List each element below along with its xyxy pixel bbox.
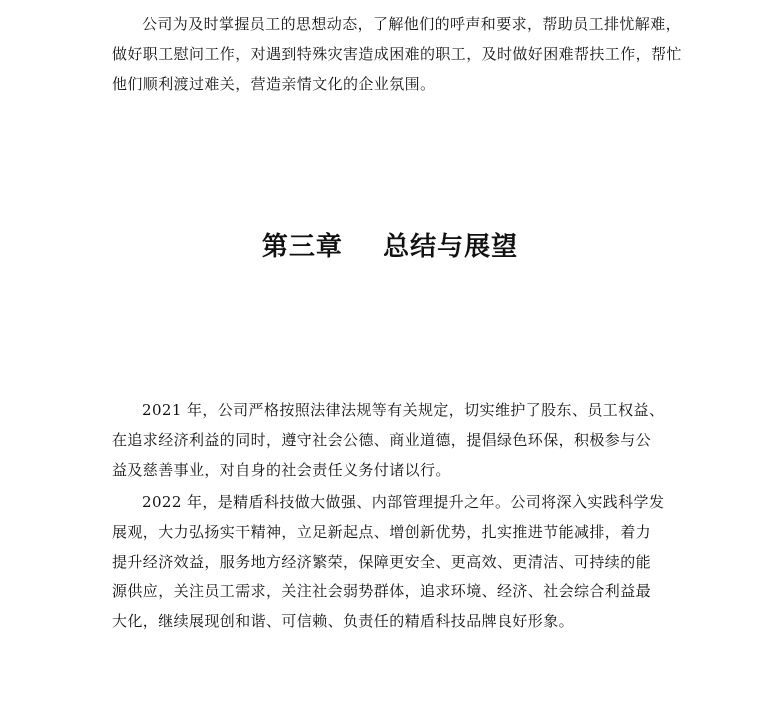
intro-paragraph (112, 10, 682, 99)
paragraph-line: 展观，大力弘扬实干精神，立足新起点、增创新优势，扎实推进节能减排，着力 (112, 522, 652, 541)
paragraph-line: 大化，继续展现创和谐、可信赖、负责任的精盾科技品牌良好形象。 (112, 612, 575, 631)
paragraph-line: 在追求经济利益的同时，遵守社会公德、商业道德，提倡绿色环保，积极参与公 (112, 430, 652, 449)
paragraph-line: 益及慈善事业，对自身的社会责任义务付诸以行。 (112, 460, 451, 479)
paragraph-line: 做好职工慰问工作，对遇到特殊灾害造成困难的职工，及时做好困难帮扶工作，帮忙 (112, 44, 682, 63)
paragraph-line: 提升经济效益，服务地方经济繁荣，保障更安全、更高效、更清洁、可持续的能 (112, 552, 652, 571)
paragraph-line: 源供应，关注员工需求，关注社会弱势群体，追求环境、经济、社会综合利益最 (112, 582, 652, 601)
paragraph-line: 2022 年，是精盾科技做大做强、内部管理提升之年。公司将深入实践科学发 (142, 493, 665, 511)
paragraph-line: 公司为及时掌握员工的思想动态，了解他们的呼声和要求，帮助员工排忧解难， (142, 15, 682, 33)
paragraph-line: 他们顺利渡过难关，营造亲情文化的企业氛围。 (112, 74, 436, 93)
paragraph-line: 2021 年，公司严格按照法律法规等有关规定，切实维护了股东、员工权益、 (142, 401, 665, 419)
outlook-paragraph-2022 (112, 488, 678, 637)
chapter-title: 第三章 总结与展望 (261, 232, 519, 262)
summary-paragraph-2021 (112, 396, 678, 485)
